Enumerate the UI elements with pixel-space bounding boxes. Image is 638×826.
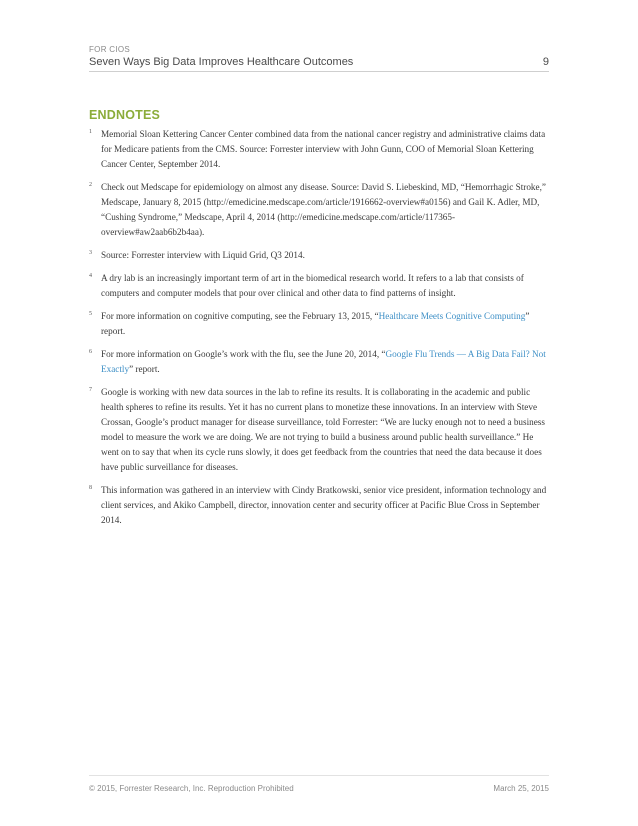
section-heading: ENDNOTES bbox=[89, 108, 161, 122]
endnote-text: Check out Medscape for epidemiology on almost any disease. Source: David S. Liebeskind, MD, “Hemorrhagic Stroke,” Medscape, January 8, 2015 (http://emedicine.medscape.com/article/1916662-overview#a0156) and Gail K. Adler, MD, “Cushing Syndrome,” Medscape, April 4, 2014 (http://emedicine.medscape.com/article/117365-overview#aw2aab6b2b4aa). bbox=[101, 182, 546, 237]
endnote-item bbox=[89, 347, 551, 377]
endnote-text-before: For more information on Google’s work with the flu, see the June 20, 2014, “ bbox=[101, 349, 386, 359]
header-kicker: FOR CIOS bbox=[89, 45, 131, 54]
endnote-text: This information was gathered in an interview with Cindy Bratkowski, senior vice president, information technology and client services, and Akiko Campbell, director, innovation center and security officer at Pacific Blue Cross in September 2014. bbox=[101, 485, 547, 525]
endnote-text: A dry lab is an increasingly important term of art in the biomedical research world. It refers to a lab that consists of computers and computer models that pour over clinical and other data to find patterns of insight. bbox=[101, 273, 524, 298]
footer-date: March 25, 2015 bbox=[493, 784, 549, 793]
endnote-text: Memorial Sloan Kettering Cancer Center combined data from the national cancer registry and administrative claims data for Medicare patients from the CMS. Source: Forrester interview with John Gunn, COO of Memorial Sloan Kettering Cancer Center, September 2014. bbox=[101, 129, 546, 169]
endnote-text: Google is working with new data sources in the lab to refine its results. It is collaborating in the academic and public health spheres to refine its results. Yet it has no current plans to monetize these innovations. In an interview with Steve Crossan, Google’s product manager for disease surveillance, told Forrester: “We are lucky enough not to need a business model to measure the work we are doing. We are not trying to build a business around public health surveillance.” He went on to say that when its cycle runs slowly, it does get feedback from the countries that need the data because it does have public surveillance for diseases. bbox=[101, 387, 545, 472]
endnote-number: 3 bbox=[89, 250, 92, 256]
endnote-item bbox=[89, 385, 551, 475]
endnote-text-after: ” report. bbox=[129, 364, 160, 374]
endnote-item bbox=[89, 309, 551, 339]
page-number: 9 bbox=[542, 56, 549, 68]
endnote-number: 6 bbox=[89, 349, 92, 355]
footer-divider bbox=[89, 775, 549, 776]
report-link-healthcare-meets-cognitive-computing[interactable]: Healthcare Meets Cognitive Computing bbox=[378, 311, 526, 321]
endnote-item bbox=[89, 127, 551, 172]
endnote-number: 5 bbox=[89, 311, 92, 317]
footer-copyright: © 2015, Forrester Research, Inc. Reproduction Prohibited bbox=[89, 784, 294, 793]
endnote-number: 8 bbox=[89, 485, 92, 491]
report-link-google-flu-trends[interactable]: Google Flu Trends — A Big Data Fail? Not Exactly bbox=[101, 349, 546, 374]
endnote-item bbox=[89, 483, 551, 528]
endnote-text-after: ” report. bbox=[101, 311, 530, 336]
header-divider bbox=[89, 71, 549, 72]
endnote-item bbox=[89, 248, 551, 263]
endnote-text-before: For more information on cognitive computing, see the February 13, 2015, “ bbox=[101, 311, 379, 321]
endnote-item bbox=[89, 271, 551, 301]
endnote-number: 2 bbox=[89, 182, 92, 188]
endnote-number: 4 bbox=[89, 273, 92, 279]
endnote-number: 1 bbox=[89, 129, 92, 135]
endnote-number: 7 bbox=[89, 387, 92, 393]
endnote-text: Source: Forrester interview with Liquid Grid, Q3 2014. bbox=[101, 250, 305, 260]
endnote-item bbox=[89, 180, 551, 240]
endnotes-list bbox=[89, 127, 551, 536]
report-title: Seven Ways Big Data Improves Healthcare Outcomes bbox=[89, 56, 354, 68]
